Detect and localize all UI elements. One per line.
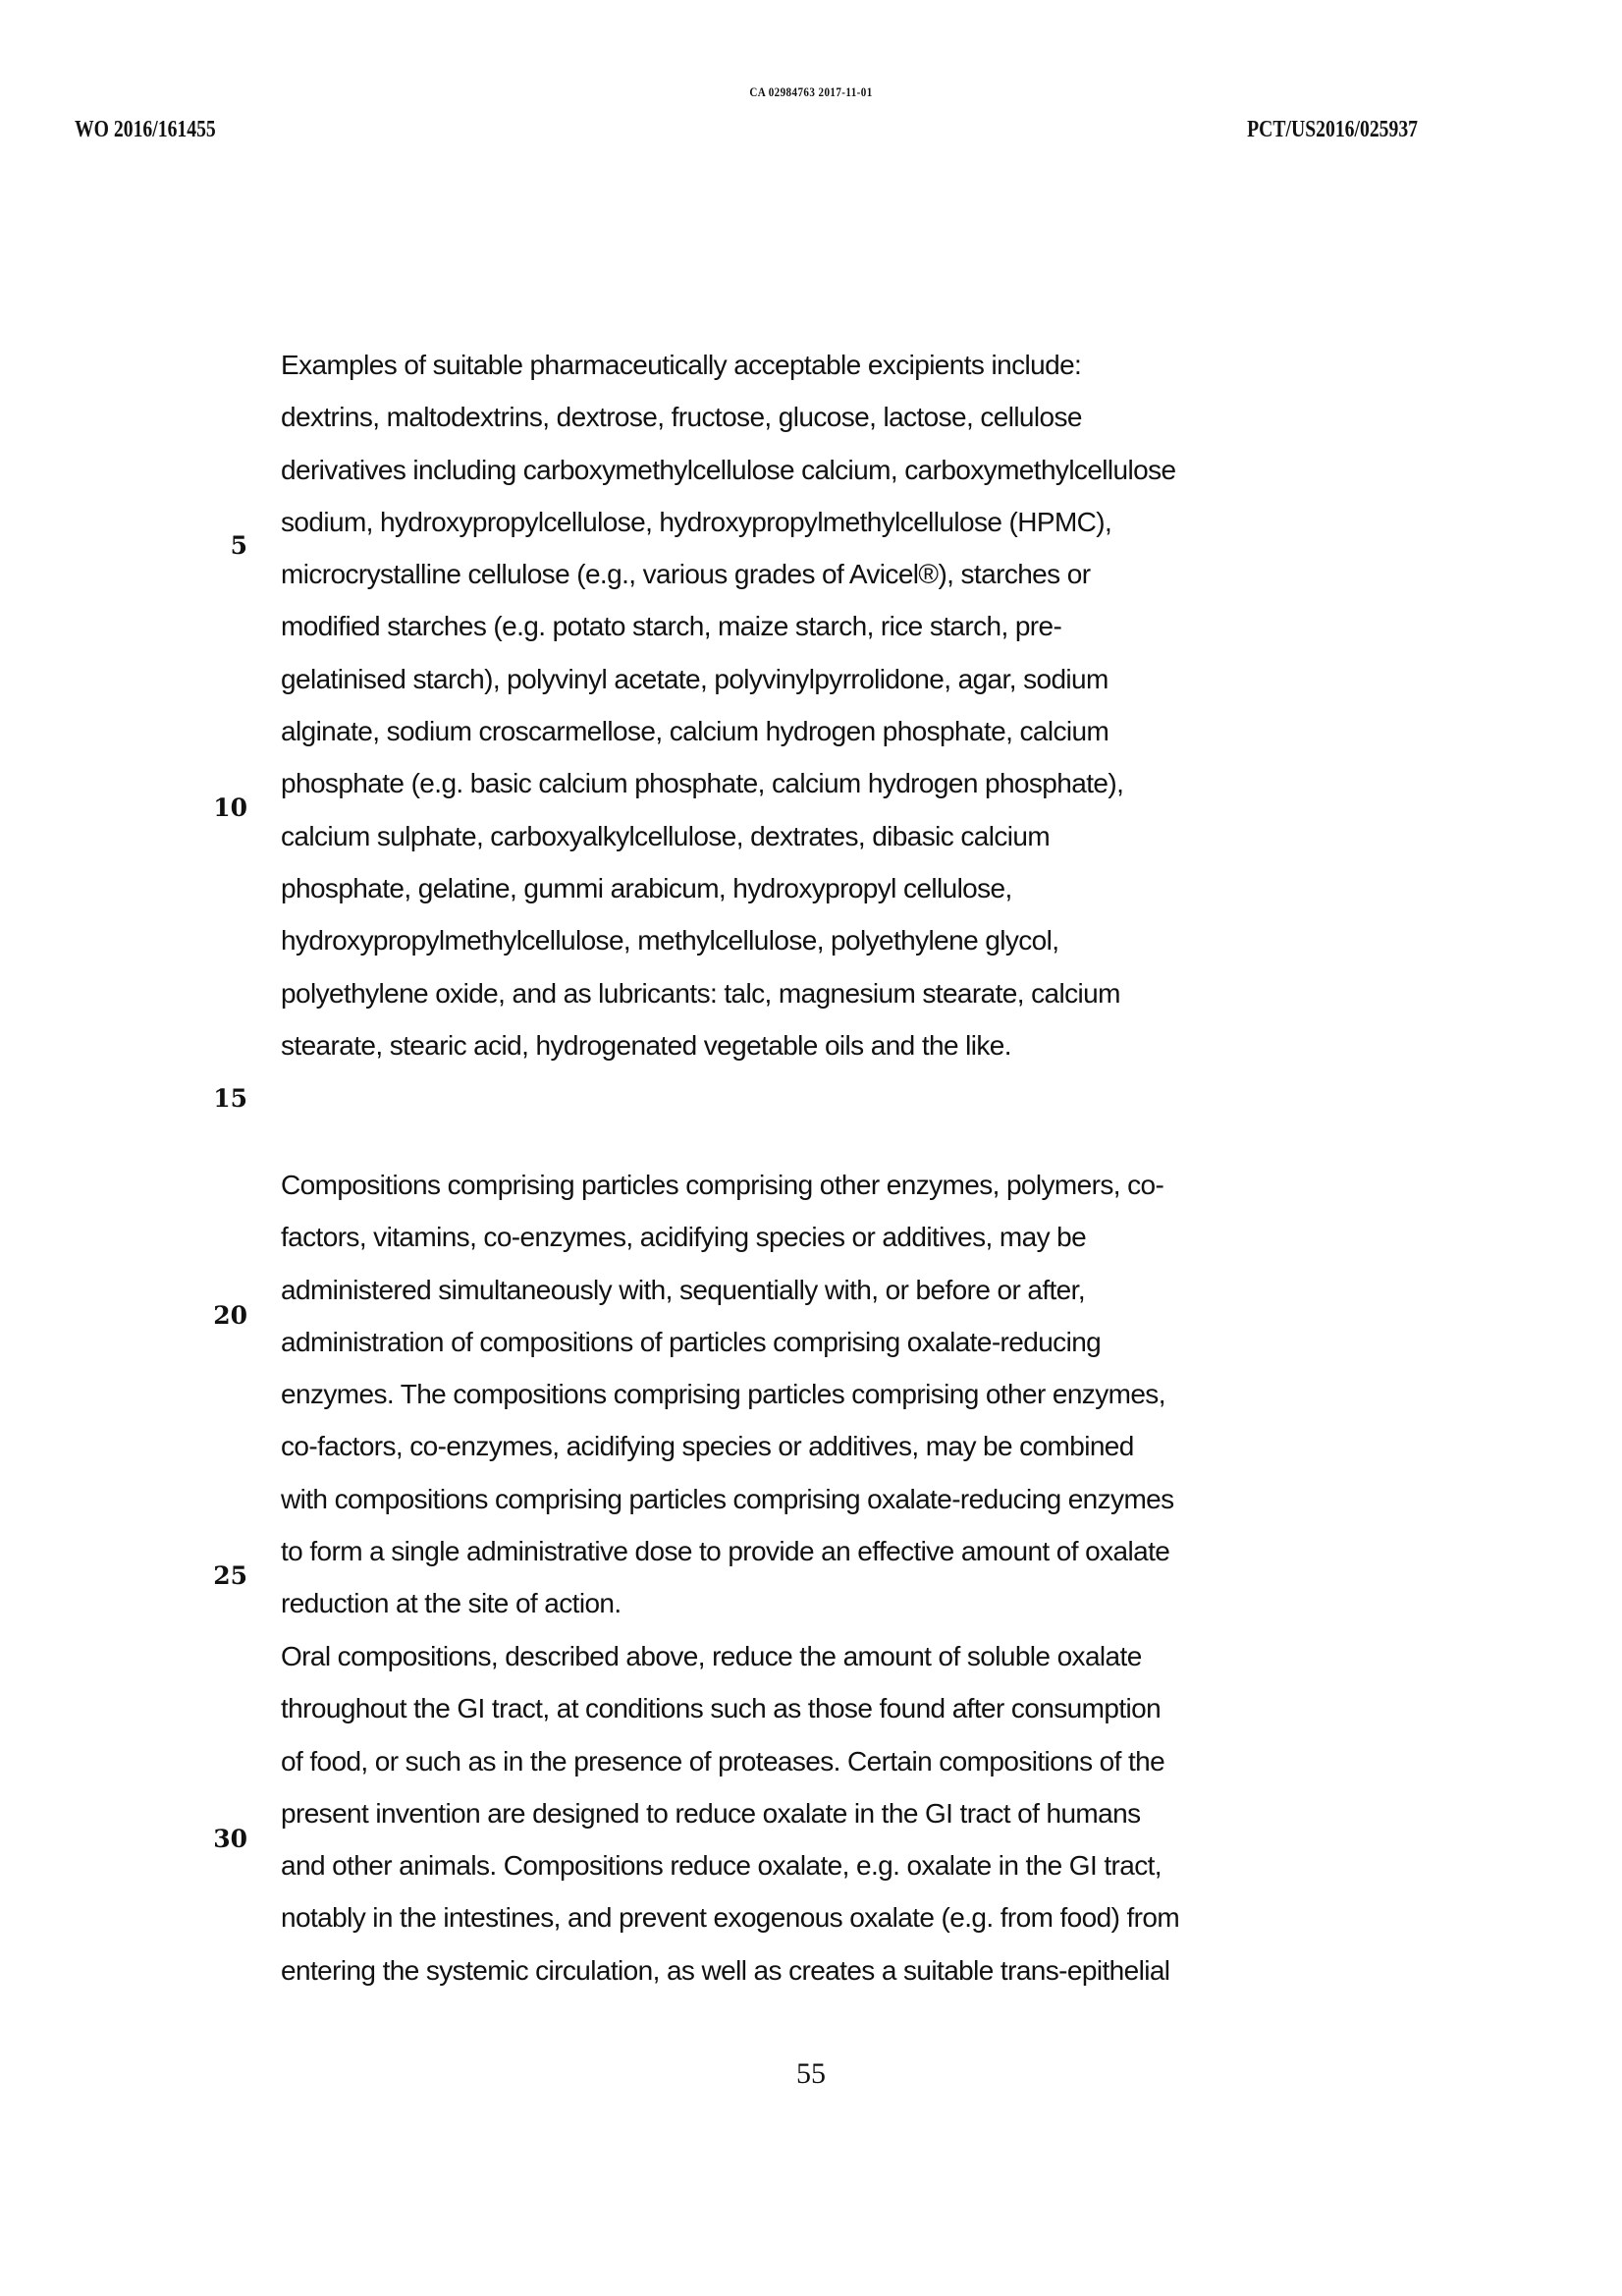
text-line: and other animals. Compositions reduce oxalate, e.g. oxalate in the GI tract, — [281, 1850, 1162, 1882]
paragraph-excipients — [281, 339, 1325, 1071]
application-number: PCT/US2016/025937 — [1247, 117, 1418, 142]
text-line: calcium sulphate, carboxyalkylcellulose, dextrates, dibasic calcium — [281, 820, 1051, 851]
text-line: microcrystalline cellulose (e.g., various grades of Avicel®), starches or — [281, 559, 1091, 590]
text-line: alginate, sodium croscarmellose, calcium hydrogen phosphate, calcium — [281, 716, 1109, 747]
text-line: throughout the GI tract, at conditions such as those found after consumption — [281, 1693, 1162, 1724]
text-line: phosphate (e.g. basic calcium phosphate, calcium hydrogen phosphate), — [281, 768, 1124, 799]
paragraph-compositions — [281, 1159, 1325, 1630]
text-line: reduction at the site of action. — [281, 1588, 622, 1619]
text-line: present invention are designed to reduce oxalate in the GI tract of humans — [281, 1797, 1141, 1829]
line-number-5: 5 — [230, 531, 247, 560]
text-line: factors, vitamins, co-enzymes, acidifying species or additives, may be — [281, 1222, 1087, 1253]
text-line: dextrins, maltodextrins, dextrose, fructose, glucose, lactose, cellulose — [281, 402, 1082, 433]
text-line: Oral compositions, described above, reduce the amount of soluble oxalate — [281, 1641, 1142, 1671]
line-number-30: 30 — [213, 1825, 247, 1853]
text-line: phosphate, gelatine, gummi arabicum, hydroxypropyl cellulose, — [281, 872, 1012, 903]
page-number: 55 — [796, 2057, 826, 2090]
text-line: of food, or such as in the presence of proteases. Certain compositions of the — [281, 1745, 1165, 1777]
text-line: co-factors, co-enzymes, acidifying species or additives, may be combined — [281, 1431, 1134, 1462]
text-line: with compositions comprising particles comprising oxalate-reducing enzymes — [281, 1483, 1174, 1514]
line-number-20: 20 — [213, 1301, 247, 1330]
text-line: derivatives including carboxymethylcellulose calcium, carboxymethylcellulose — [281, 454, 1176, 485]
text-line: sodium, hydroxypropylcellulose, hydroxypropylmethylcellulose (HPMC), — [281, 506, 1112, 537]
text-line: to form a single administrative dose to provide an effective amount of oxalate — [281, 1536, 1170, 1567]
paragraph-oral-compositions — [281, 1630, 1325, 1996]
text-line: Examples of suitable pharmaceutically acceptable excipients include: — [281, 350, 1082, 380]
text-line: entering the systemic circulation, as well as creates a suitable trans-epithelial — [281, 1954, 1170, 1986]
line-number-15: 15 — [213, 1084, 247, 1113]
line-number-25: 25 — [213, 1561, 247, 1590]
text-line: administered simultaneously with, sequentially with, or before or after, — [281, 1274, 1086, 1305]
text-line: modified starches (e.g. potato starch, maize starch, rice starch, pre- — [281, 611, 1062, 642]
text-line: gelatinised starch), polyvinyl acetate, polyvinylpyrrolidone, agar, sodium — [281, 663, 1108, 694]
text-line: enzymes. The compositions comprising particles comprising other enzymes, — [281, 1379, 1165, 1410]
text-line: polyethylene oxide, and as lubricants: talc, magnesium stearate, calcium — [281, 977, 1120, 1009]
line-number-10: 10 — [213, 793, 247, 822]
text-line: hydroxypropylmethylcellulose, methylcellulose, polyethylene glycol, — [281, 925, 1059, 957]
text-line: administration of compositions of particles comprising oxalate-reducing — [281, 1326, 1102, 1357]
text-line: Compositions comprising particles comprising other enzymes, polymers, co- — [281, 1170, 1164, 1200]
publication-number: WO 2016/161455 — [75, 117, 216, 142]
office-stamp: CA 02984763 2017-11-01 — [749, 84, 873, 99]
text-line: notably in the intestines, and prevent exogenous oxalate (e.g. from food) from — [281, 1902, 1180, 1934]
text-line: stearate, stearic acid, hydrogenated vegetable oils and the like. — [281, 1029, 1011, 1061]
